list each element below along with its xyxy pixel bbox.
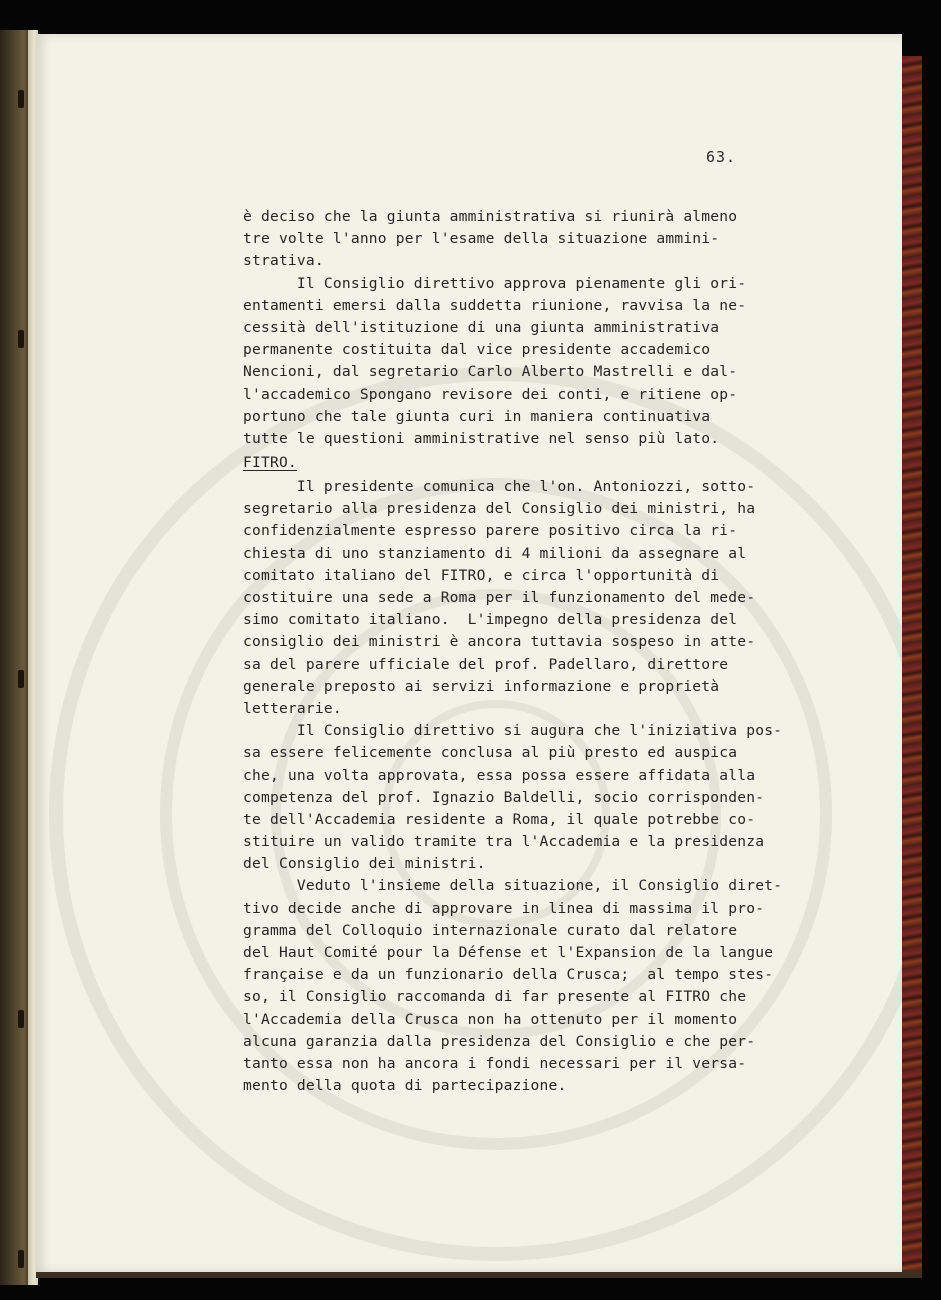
text-line: so, il Consiglio raccomanda di far presente al FITRO che	[243, 988, 747, 1006]
text-line: sa essere felicemente conclusa al più presto ed auspica	[243, 744, 738, 762]
text-line: comitato italiano del FITRO, e circa l'opportunità di	[243, 566, 720, 584]
text-line: costituire una sede a Roma per il funzionamento del mede-	[243, 589, 756, 606]
section-heading: FITRO.	[243, 454, 297, 472]
text-line: Il Consiglio direttivo si augura che l'iniziativa pos-	[243, 722, 783, 740]
text-line: Nencioni, dal segretario Carlo Alberto Mastrelli e dal-	[243, 363, 738, 381]
text-line: simo comitato italiano. L'impegno della presidenza del	[243, 611, 738, 629]
text-line: portuno che tale giunta curi in maniera continuativa	[243, 407, 711, 425]
text-line: te dell'Accademia residente a Roma, il quale potrebbe co-	[243, 810, 756, 828]
text-line: Veduto l'insieme della situazione, il Consiglio diret-	[243, 877, 783, 895]
text-line: competenza del prof. Ignazio Baldelli, socio corrisponden-	[243, 788, 765, 806]
text-line: che, una volta approvata, essa possa essere affidata alla	[243, 766, 756, 784]
text-line: sa del parere ufficiale del prof. Padellaro, direttore	[243, 655, 729, 673]
text-line: generale preposto ai servizi informazione e proprietà	[243, 677, 720, 695]
text-line: mento della quota di partecipazione.	[243, 1077, 567, 1095]
binding-stitch	[18, 90, 24, 108]
text-line: del Haut Comité pour la Défense et l'Expansion de la langue	[243, 944, 774, 961]
binding-stitch	[18, 330, 24, 348]
text-line: è deciso che la giunta amministrativa si riunirà almeno	[243, 208, 738, 225]
binding-stitch	[18, 1250, 24, 1268]
text-line: tanto essa non ha ancora i fondi necessari per il versa-	[243, 1054, 747, 1072]
text-line: confidenzialmente espresso parere positivo circa la ri-	[243, 522, 738, 540]
binding-stitch	[18, 670, 24, 688]
document-body	[243, 206, 803, 1097]
text-line: Il Consiglio direttivo approva pienamente gli ori-	[243, 274, 747, 292]
text-line: consiglio dei ministri è ancora tuttavia sospeso in atte-	[243, 633, 756, 651]
text-line: tre volte l'anno per l'esame della situazione ammini-	[243, 230, 720, 248]
book-spine-left	[0, 30, 30, 1285]
text-line: del Consiglio dei ministri.	[243, 855, 486, 873]
text-line: gramma del Colloquio internazionale curato dal relatore	[243, 921, 738, 939]
text-line: chiesta di uno stanziamento di 4 milioni da assegnare al	[243, 544, 747, 562]
text-line: tivo decide anche di approvare in linea di massima il pro-	[243, 899, 765, 917]
text-line: segretario alla presidenza del Consiglio dei ministri, ha	[243, 500, 756, 518]
text-line: entamenti emersi dalla suddetta riunione, ravvisa la ne-	[243, 296, 747, 314]
text-line: Il presidente comunica che l'on. Antoniozzi, sotto-	[243, 478, 756, 496]
text-line: l'Accademia della Crusca non ha ottenuto per il momento	[243, 1010, 738, 1028]
text-line: permanente costituita dal vice presidente accademico	[243, 341, 711, 359]
text-line: française e da un funzionario della Crusca; al tempo stes-	[243, 966, 774, 984]
text-line: cessità dell'istituzione di una giunta amministrativa	[243, 318, 720, 336]
marbled-cover-edge	[900, 56, 922, 1271]
page-number: 63.	[706, 148, 737, 166]
text-line: alcuna garanzia dalla presidenza del Consiglio e che per-	[243, 1032, 756, 1050]
text-line: letterarie.	[243, 699, 342, 717]
text-line: l'accademico Spongano revisore dei conti, e ritiene op-	[243, 385, 738, 403]
text-line: stituire un valido tramite tra l'Accademia e la presidenza	[243, 833, 765, 851]
text-line: tutte le questioni amministrative nel senso più lato.	[243, 429, 720, 447]
binding-stitch	[18, 1010, 24, 1028]
text-line: strativa.	[243, 252, 324, 270]
